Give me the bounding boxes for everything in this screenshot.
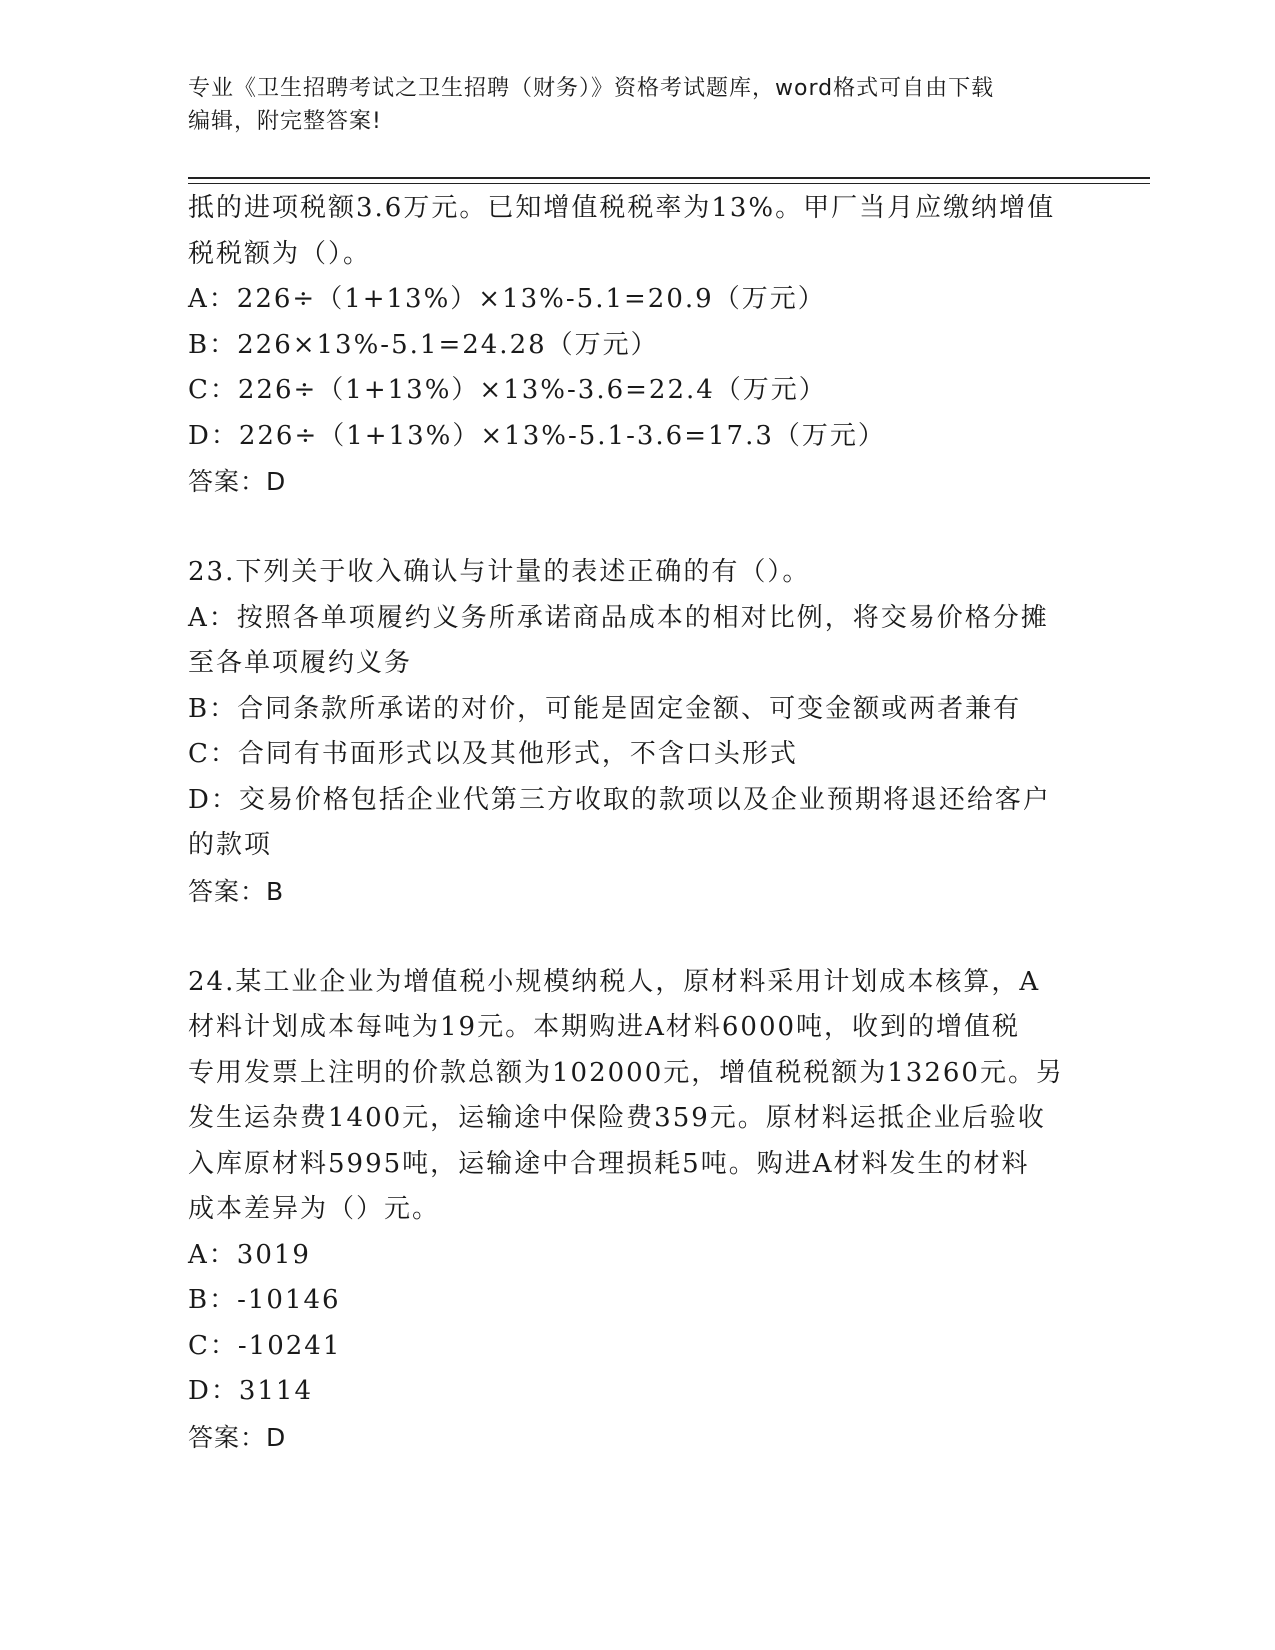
q24-question-line-1: 24.某工业企业为增值税小规模纳税人，原材料采用计划成本核算，A [188,966,1041,997]
q22-option-c: C：226÷（1+13%）×13%-3.6=22.4（万元） [188,375,827,405]
header-rule-thick [188,177,1150,179]
header-rule-thin [188,183,1150,184]
q22-text-line-2: 税税额为（）。 [188,238,372,269]
q24-question-line-3: 专用发票上注明的价款总额为102000元，增值税税额为13260元。另 [188,1057,1064,1088]
q23-option-d: D：交易价格包括企业代第三方收取的款项以及企业预期将退还给客户 [188,784,1051,815]
q24-question-line-4: 发生运杂费1400元，运输途中保险费359元。原材料运抵企业后验收 [188,1103,1046,1133]
q23-option-a: A：按照各单项履约义务所承诺商品成本的相对比例，将交易价格分摊 [188,602,1049,633]
q23-answer: 答案：B [188,876,285,906]
q23-option-d-cont: 的款项 [188,830,273,860]
q23-option-a-cont: 至各单项履约义务 [188,648,413,678]
question-content [188,186,1088,1460]
header-line-2: 编辑，附完整答案! [188,109,382,134]
q23-question: 23.下列关于收入确认与计量的表述正确的有（）。 [188,557,811,587]
header-line-1: 专业《卫生招聘考试之卫生招聘（财务）》资格考试题库，word格式可自由下载 [188,76,995,101]
q23-option-b: B：合同条款所承诺的对价，可能是固定金额、可变金额或两者兼有 [188,693,1022,724]
q24-question-line-2: 材料计划成本每吨为19元。本期购进A材料6000吨，收到的增值税 [188,1012,1021,1042]
q22-answer: 答案：D [188,467,287,496]
document-header [188,72,1088,138]
q22-option-a: A：226÷（1+13%）×13%-5.1=20.9（万元） [188,284,826,314]
q22-text-line-1: 抵的进项税额3.6万元。已知增值税税率为13%。甲厂当月应缴纳增值 [188,193,1056,223]
q24-option-b: B：-10146 [188,1285,341,1315]
spacer [188,914,1088,960]
q24-option-a: A：3019 [188,1239,311,1270]
q24-option-c: C：-10241 [188,1330,342,1361]
q22-option-b: B：226×13%-5.1=24.28（万元） [188,329,659,360]
q24-question-line-5: 入库原材料5995吨，运输途中合理损耗5吨。购进A材料发生的材料 [188,1148,1030,1179]
q22-option-d: D：226÷（1+13%）×13%-5.1-3.6=17.3（万元） [188,420,886,451]
q24-question-line-6: 成本差异为（）元。 [188,1194,441,1224]
q23-option-c: C：合同有书面形式以及其他形式，不含口头形式 [188,739,798,769]
q24-answer: 答案：D [188,1422,287,1452]
spacer [188,505,1088,551]
q24-option-d: D：3114 [188,1376,314,1406]
